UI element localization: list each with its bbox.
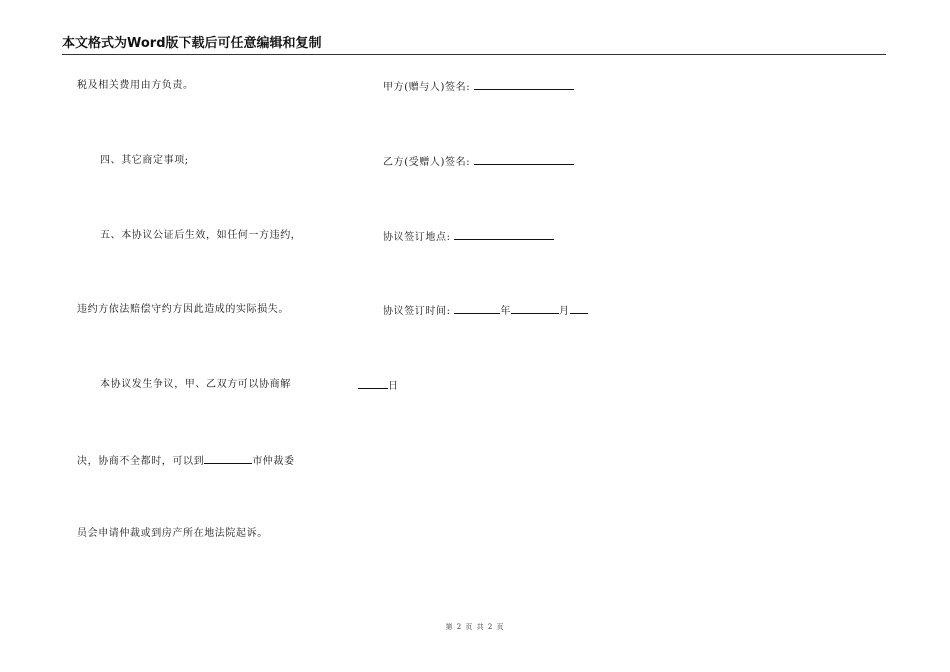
- page-header: [62, 36, 886, 55]
- signing-time: [383, 303, 588, 319]
- signing-place-blank: [454, 229, 554, 240]
- city-blank: [204, 453, 252, 464]
- month-blank: [511, 303, 559, 314]
- month-label: 月: [558, 306, 570, 317]
- party-a-signature-blank: [474, 79, 574, 90]
- signing-day: [358, 378, 399, 394]
- text-line-arbitration: [77, 453, 295, 469]
- text-line-compensation: 违约方依法赔偿守约方因此造成的实际损失。: [77, 304, 289, 315]
- header-title: 本文格式为Word版下载后可任意编辑和复制: [62, 36, 322, 51]
- party-a-signature: [383, 79, 574, 95]
- text-line-dispute: 本协议发生争议，甲、乙双方可以协商解: [100, 379, 291, 390]
- year-label: 年: [500, 306, 511, 317]
- text-line-court: 员会申请仲裁或到房产所在地法院起诉。: [77, 528, 268, 539]
- arbitration-suffix: 市仲裁委: [252, 456, 295, 467]
- text-line-effective: 五、本协议公证后生效，如任何一方违约，: [100, 230, 302, 241]
- party-b-label: 乙方(受赠人)签名:: [383, 157, 471, 168]
- party-b-signature-blank: [474, 154, 574, 165]
- day-blank-start: [570, 303, 588, 314]
- signing-place: [383, 229, 554, 245]
- party-a-label: 甲方(赠与人)签名:: [383, 82, 471, 93]
- arbitration-prefix: 决，协商不全都时，可以到: [77, 456, 205, 467]
- day-label: 日: [388, 381, 399, 392]
- day-blank: [358, 378, 388, 389]
- page-number: 第 2 页 共 2 页: [445, 623, 505, 631]
- signing-time-label: 协议签订时间:: [383, 306, 451, 317]
- party-b-signature: [383, 154, 574, 170]
- text-line-other-matters: 四、其它商定事项;: [100, 155, 189, 166]
- signing-place-label: 协议签订地点:: [383, 232, 451, 243]
- text-line-tax: 税及相关费用由方负责。: [77, 80, 194, 91]
- year-blank: [454, 303, 500, 314]
